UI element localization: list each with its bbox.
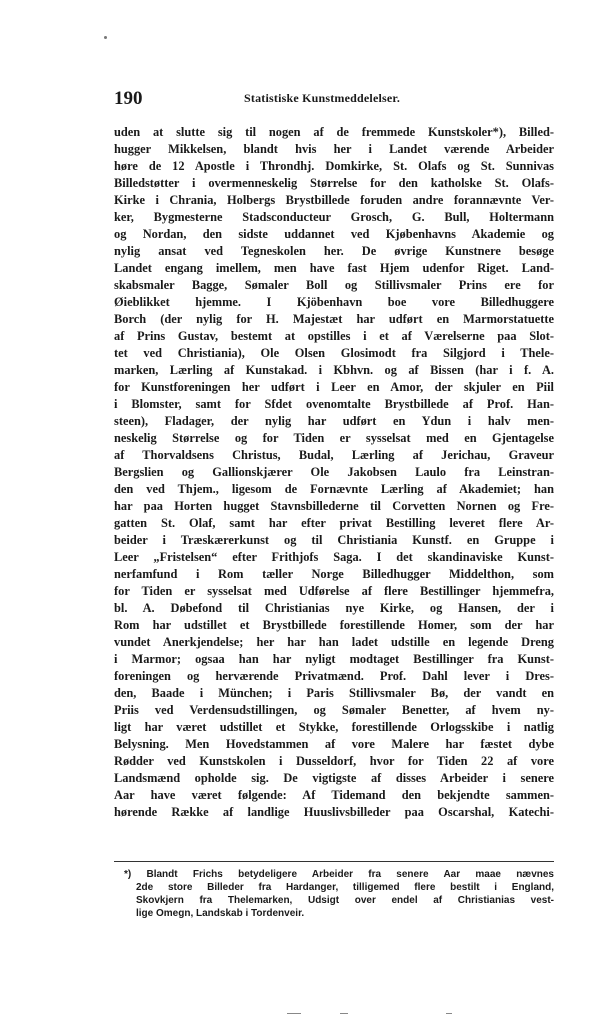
text-line: Priis ved Verdensudstillingen, og Sømaler Benetter, af hvem ny-: [114, 703, 554, 717]
text-line: ligt har været udstillet et Stykke, forestillende Orlogsskibe i natlig: [114, 720, 554, 734]
footnote-rule: [114, 861, 554, 862]
text-line: Rødder ved Kunstskolen i Dusseldorf, hvor for Tiden 22 af vore: [114, 754, 554, 768]
text-line: af Prins Gustav, bestemt at opstilles i et af Værelserne paa Slot-: [114, 329, 554, 343]
page-number: 190: [114, 88, 143, 109]
text-line: skabsmaler Bagge, Sømaler Boll og Stillivsmaler Prins ere for: [114, 278, 554, 292]
text-line: steen), Fladager, der nylig har udført en Ydun i halv men-: [114, 414, 554, 428]
text-line: har paa Horten hugget Stavnsbillederne til Corvetten Nornen og Fre-: [114, 499, 554, 513]
running-title: Statistiske Kunstmeddelelser.: [244, 91, 401, 105]
text-line: i Blomster, samt for Sfdet ovenomtalte Brystbillede af Prof. Han-: [114, 397, 554, 411]
text-line: uden at slutte sig til nogen af de fremmede Kunstskoler*), Billed-: [114, 125, 554, 139]
bottom-mark: [340, 1013, 348, 1014]
footnote-line: *) Blandt Frichs betydeligere Arbeider fra senere Aar maae nævnes: [124, 869, 554, 880]
bottom-mark: [446, 1013, 452, 1014]
text-line: høre de 12 Apostle i Throndhj. Domkirke, St. Olafs og St. Sunnivas: [114, 159, 554, 173]
text-line: den ved Thjem., ligesom de Fornævnte Lærling af Akademiet; han: [114, 482, 554, 496]
text-line: Landet engang imellem, men have fast Hjem udenfor Riget. Land-: [114, 261, 554, 275]
text-line: for Tiden er sysselsat med Udførelse af flere Bestillinger hjemmefra,: [114, 584, 554, 598]
text-line: foreningen og herværende Privatmænd. Prof. Dahl lever i Dres-: [114, 669, 554, 683]
text-line: beider i Træskærerkunst og til Christiania Kunstf. en Gruppe i: [114, 533, 554, 547]
text-line: Bergslien og Gallionskjærer Ole Jakobsen Laulo fra Leinstran-: [114, 465, 554, 479]
text-line: nylig ansat ved Tegneskolen her. De øvrige Kunstnere besøge: [114, 244, 554, 258]
page-speck: [104, 36, 107, 39]
text-line: Aar have været følgende: Af Tidemand den bekjendte sammen-: [114, 788, 554, 802]
text-line: gatten St. Olaf, samt har efter privat Bestilling leveret flere Ar-: [114, 516, 554, 530]
text-line: Kirke i Chrania, Holbergs Brystbillede foruden andre forannævnte Ver-: [114, 193, 554, 207]
text-line: Rom har udstillet et Brystbillede forestillende Homer, som der har: [114, 618, 554, 632]
bottom-marks: [0, 1013, 616, 1017]
text-line: hørende Række af landlige Huuslivsbilleder paa Oscarshal, Katechi-: [114, 805, 554, 819]
text-line: Billedstøtter i overmenneskelig Størrelse for den katholske St. Olafs-: [114, 176, 554, 190]
footnote-line: Skovkjern fra Thelemarken, Udsigt over endel af Christianias vest-: [136, 895, 554, 906]
text-line: marken, Lærling af Kunstakad. i Kbhvn. og af Bissen (har i f. A.: [114, 363, 554, 377]
text-line: Leer „Fristelsen“ efter Frithjofs Saga. I det skandinaviske Kunst-: [114, 550, 554, 564]
text-line: i Marmor; ogsaa han har nyligt modtaget Bestillinger fra Kunst-: [114, 652, 554, 666]
text-line: Øieblikket hjemme. I Kjöbenhavn boe vore Billedhuggere: [114, 295, 554, 309]
text-line: Borch (der nylig for H. Majestæt har udført en Marmorstatuette: [114, 312, 554, 326]
text-line: vundet Anerkjendelse; her har han ladet udstille en legende Dreng: [114, 635, 554, 649]
text-line: ker, Bygmesterne Stadsconducteur Grosch, G. Bull, Holtermann: [114, 210, 554, 224]
text-line: hugger Mikkelsen, blandt hvis her i Landet værende Arbeider: [114, 142, 554, 156]
body-text: [114, 124, 554, 821]
text-line: for Kunstforeningen her udført i Leer en Amor, der skjuler en Piil: [114, 380, 554, 394]
bottom-mark: [287, 1013, 301, 1014]
footnote-line: lige Omegn, Landskab i Tordenveir.: [136, 908, 305, 919]
text-line: neskelig Størrelse og for Tiden er sysselsat med en Gjentagelse: [114, 431, 554, 445]
text-line: nerfamfund i Rom tæller Norge Billedhugger Middelthon, som: [114, 567, 554, 581]
text-line: den, Baade i München; i Paris Stillivsmaler Bø, der vandt en: [114, 686, 554, 700]
footnote: [124, 868, 554, 920]
text-line: bl. A. Døbefond til Christianias nye Kirke, og Hansen, der i: [114, 601, 554, 615]
text-line: tet ved Christiania), Ole Olsen Glosimodt fra Silgjord i Thele-: [114, 346, 554, 360]
text-line: Belysning. Men Hovedstammen af vore Malere har fæstet dybe: [114, 737, 554, 751]
footnote-line: 2de store Billeder fra Hardanger, tilligemed flere bestilt i England,: [136, 882, 554, 893]
text-line: og Nordan, den sidste uddannet ved Kjøbenhavns Akademie og: [114, 227, 554, 241]
text-line: Landsmænd opholde sig. De vigtigste af disses Arbeider i senere: [114, 771, 554, 785]
text-line: af Thorvaldsens Christus, Budal, Lærling af Jerichau, Graveur: [114, 448, 554, 462]
